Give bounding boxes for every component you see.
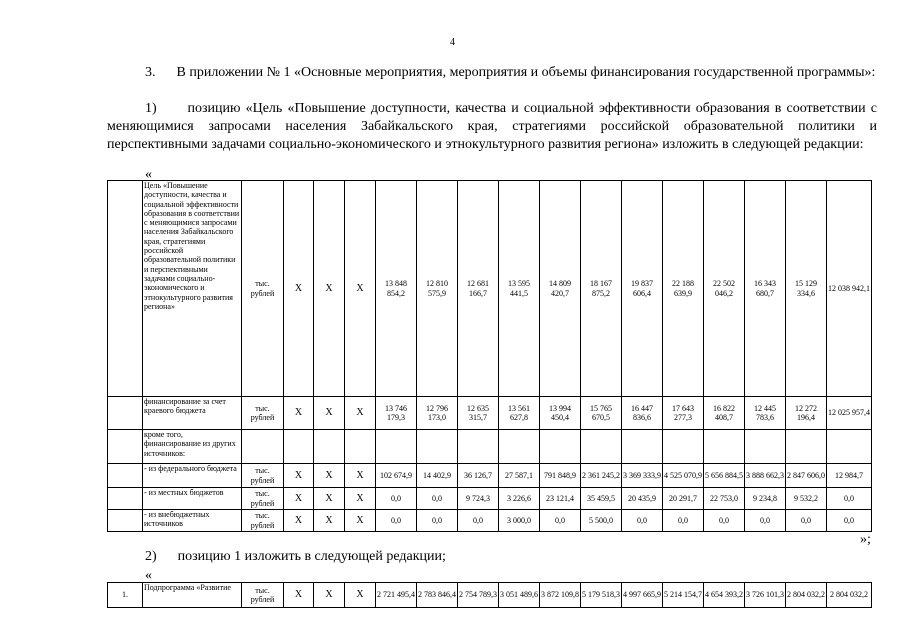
unit-cell: тыс. рублей xyxy=(242,397,284,430)
closing-quote: »; xyxy=(860,532,871,547)
value-cell: 0,0 xyxy=(622,510,663,532)
row-name-cell: Цель «Повышение доступности, качества и социальной эффективности образования в соответствии с меняющимися запросами населения Забайкальского края, стратегиями российской образовательной политики и перспективными задачами социально-экономического и этнокультурного развития региона» xyxy=(143,181,242,397)
value-cell: 3 000,0 xyxy=(499,510,540,532)
marker-cell xyxy=(345,430,376,464)
marker-cell: Х xyxy=(284,510,314,532)
row-number-cell: 1. xyxy=(108,583,143,608)
value-cell: 12 272 196,4 xyxy=(786,397,827,430)
marker-cell: Х xyxy=(314,510,345,532)
value-cell: 13 595 441,5 xyxy=(499,181,540,397)
row-name-cell: финансирование за счет краевого бюджета xyxy=(143,397,242,430)
value-cell: 15 765 670,5 xyxy=(581,397,622,430)
value-cell: 4 654 393,2 xyxy=(704,583,745,608)
paragraph-item-3: 3. В приложении № 1 «Основные мероприятия, мероприятия и объемы финансирования государственной программы»: xyxy=(145,65,876,80)
value-cell: 9 532,2 xyxy=(786,488,827,510)
row-number-cell xyxy=(108,510,143,532)
value-cell: 0,0 xyxy=(376,488,417,510)
row-number-cell xyxy=(108,397,143,430)
value-cell: 16 343 680,7 xyxy=(745,181,786,397)
marker-cell: Х xyxy=(345,583,376,608)
table-row xyxy=(108,488,872,510)
value-cell xyxy=(540,430,581,464)
value-cell: 14 809 420,7 xyxy=(540,181,581,397)
marker-cell xyxy=(314,430,345,464)
value-cell: 19 837 606,4 xyxy=(622,181,663,397)
value-cell: 2 361 245,2 xyxy=(581,464,622,488)
value-cell: 12 810 575,9 xyxy=(417,181,458,397)
value-cell: 0,0 xyxy=(827,488,872,510)
value-cell: 5 179 518,3 xyxy=(581,583,622,608)
value-cell: 12 445 783,6 xyxy=(745,397,786,430)
value-cell xyxy=(745,430,786,464)
value-cell: 13 848 854,2 xyxy=(376,181,417,397)
unit-cell: тыс. рублей xyxy=(242,181,284,397)
value-cell: 4 525 070,9 xyxy=(663,464,704,488)
value-cell: 4 997 665,9 xyxy=(622,583,663,608)
unit-cell xyxy=(242,430,284,464)
value-cell: 23 121,4 xyxy=(540,488,581,510)
page-number: 4 xyxy=(450,37,455,48)
row-number-cell xyxy=(108,464,143,488)
marker-cell xyxy=(284,430,314,464)
value-cell: 12 984,7 xyxy=(827,464,872,488)
row-number-cell xyxy=(108,488,143,510)
value-cell: 0,0 xyxy=(786,510,827,532)
value-cell: 22 188 639,9 xyxy=(663,181,704,397)
value-cell: 0,0 xyxy=(704,510,745,532)
marker-cell: Х xyxy=(314,464,345,488)
value-cell: 35 459,5 xyxy=(581,488,622,510)
value-cell xyxy=(458,430,499,464)
paragraph-item-3-1: 1) позицию «Цель «Повышение доступности, качества и социальной эффективности образования в соответствии с меняющимися запросами населения Забайкальского края, стратегиями российской образовательной политики и перспективными задачами социально-экономического и этнокультурного развития региона» изложить в следующей редакции: xyxy=(107,101,877,152)
marker-cell: Х xyxy=(345,181,376,397)
table-row xyxy=(108,583,872,608)
marker-cell: Х xyxy=(284,181,314,397)
value-cell: 0,0 xyxy=(745,510,786,532)
paragraph-item-3-2: 2) позицию 1 изложить в следующей редакции; xyxy=(145,549,446,564)
value-cell: 12 681 166,7 xyxy=(458,181,499,397)
value-cell: 17 643 277,3 xyxy=(663,397,704,430)
value-cell: 3 051 489,6 xyxy=(499,583,540,608)
value-cell xyxy=(622,430,663,464)
value-cell xyxy=(663,430,704,464)
value-cell: 9 234,8 xyxy=(745,488,786,510)
marker-cell: Х xyxy=(314,181,345,397)
value-cell: 0,0 xyxy=(540,510,581,532)
value-cell: 36 126,7 xyxy=(458,464,499,488)
marker-cell: Х xyxy=(284,397,314,430)
value-cell: 791 848,9 xyxy=(540,464,581,488)
row-name-cell: - из внебюджетных источников xyxy=(143,510,242,532)
value-cell: 22 753,0 xyxy=(704,488,745,510)
marker-cell: Х xyxy=(284,488,314,510)
goal-financing-table xyxy=(107,180,872,532)
value-cell: 5 214 154,7 xyxy=(663,583,704,608)
opening-quote: « xyxy=(145,167,152,182)
marker-cell: Х xyxy=(345,510,376,532)
value-cell: 12 635 315,7 xyxy=(458,397,499,430)
value-cell: 13 561 627,8 xyxy=(499,397,540,430)
value-cell: 3 369 333,9 xyxy=(622,464,663,488)
row-number-cell xyxy=(108,181,143,397)
value-cell: 2 847 606,0 xyxy=(786,464,827,488)
value-cell: 0,0 xyxy=(663,510,704,532)
value-cell: 12 025 957,4 xyxy=(827,397,872,430)
value-cell: 3 888 662,3 xyxy=(745,464,786,488)
value-cell: 2 721 495,4 xyxy=(376,583,417,608)
value-cell: 12 796 173,0 xyxy=(417,397,458,430)
marker-cell: Х xyxy=(314,397,345,430)
value-cell xyxy=(827,430,872,464)
unit-cell: тыс. рублей xyxy=(242,510,284,532)
value-cell xyxy=(417,430,458,464)
value-cell: 0,0 xyxy=(458,510,499,532)
value-cell: 12 038 942,1 xyxy=(827,181,872,397)
table-row xyxy=(108,464,872,488)
value-cell: 14 402,9 xyxy=(417,464,458,488)
row-name-cell: кроме того, финансирование из других источников: xyxy=(143,430,242,464)
value-cell: 15 129 334,6 xyxy=(786,181,827,397)
value-cell: 22 502 046,2 xyxy=(704,181,745,397)
value-cell: 13 746 179,3 xyxy=(376,397,417,430)
opening-quote-2: « xyxy=(145,568,152,583)
marker-cell: Х xyxy=(345,488,376,510)
row-name-cell: - из федерального бюджета xyxy=(143,464,242,488)
unit-cell: тыс. рублей xyxy=(242,464,284,488)
value-cell: 20 435,9 xyxy=(622,488,663,510)
value-cell: 0,0 xyxy=(417,510,458,532)
row-number-cell xyxy=(108,430,143,464)
value-cell: 3 872 109,8 xyxy=(540,583,581,608)
marker-cell: Х xyxy=(284,464,314,488)
value-cell xyxy=(786,430,827,464)
value-cell: 13 994 450,4 xyxy=(540,397,581,430)
value-cell: 2 754 789,3 xyxy=(458,583,499,608)
value-cell: 20 291,7 xyxy=(663,488,704,510)
value-cell xyxy=(704,430,745,464)
value-cell: 27 587,1 xyxy=(499,464,540,488)
subprogram-table xyxy=(107,582,872,608)
table-row xyxy=(108,510,872,532)
value-cell: 5 656 884,5 xyxy=(704,464,745,488)
value-cell xyxy=(581,430,622,464)
marker-cell: Х xyxy=(345,464,376,488)
value-cell: 3 726 101,3 xyxy=(745,583,786,608)
marker-cell: Х xyxy=(314,488,345,510)
row-name-cell: Подпрограмма «Развитие xyxy=(143,583,242,608)
value-cell: 16 447 836,6 xyxy=(622,397,663,430)
value-cell: 18 167 875,2 xyxy=(581,181,622,397)
value-cell: 2 804 032,2 xyxy=(827,583,872,608)
row-name-cell: - из местных бюджетов xyxy=(143,488,242,510)
value-cell xyxy=(376,430,417,464)
value-cell: 2 804 032,2 xyxy=(786,583,827,608)
value-cell: 5 500,0 xyxy=(581,510,622,532)
unit-cell: тыс. рублей xyxy=(242,488,284,510)
value-cell: 16 822 408,7 xyxy=(704,397,745,430)
marker-cell: Х xyxy=(314,583,345,608)
value-cell: 2 783 846,4 xyxy=(417,583,458,608)
marker-cell: Х xyxy=(345,397,376,430)
marker-cell: Х xyxy=(284,583,314,608)
table-row xyxy=(108,181,872,397)
table-row xyxy=(108,397,872,430)
value-cell: 0,0 xyxy=(376,510,417,532)
value-cell: 9 724,3 xyxy=(458,488,499,510)
value-cell: 0,0 xyxy=(827,510,872,532)
table-row xyxy=(108,430,872,464)
unit-cell: тыс. рублей xyxy=(242,583,284,608)
value-cell: 0,0 xyxy=(417,488,458,510)
value-cell xyxy=(499,430,540,464)
value-cell: 102 674,9 xyxy=(376,464,417,488)
value-cell: 3 226,6 xyxy=(499,488,540,510)
